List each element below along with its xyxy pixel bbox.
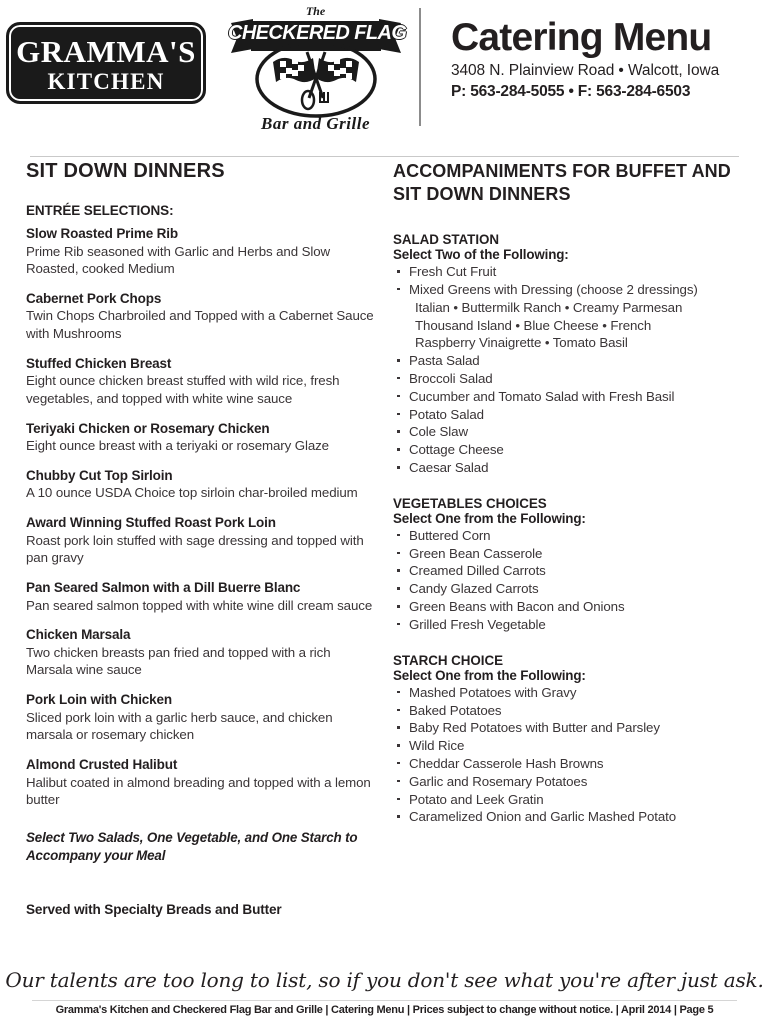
entree-name: Pork Loin with Chicken: [26, 692, 172, 708]
group-item-list: [393, 684, 743, 827]
checkered-flag-the-text: The: [305, 4, 326, 18]
list-item: Garlic and Rosemary Potatoes: [393, 773, 743, 791]
dressing-line: Italian • Buttermilk Ranch • Creamy Parmesan: [415, 299, 683, 315]
grammas-kitchen-logo-line2: KITCHEN: [47, 68, 165, 94]
grammas-kitchen-logo-line1: GRAMMA'S: [16, 33, 196, 69]
list-item: Cucumber and Tomato Salad with Fresh Basil: [393, 388, 743, 406]
breads-note: Served with Specialty Breads and Butter: [26, 902, 282, 918]
entree-item: [26, 756, 376, 809]
group-select-instruction: Select One from the Following:: [393, 510, 586, 526]
list-item: Caramelized Onion and Garlic Mashed Potato: [393, 808, 743, 826]
entree-name: Slow Roasted Prime Rib: [26, 226, 178, 241]
group-item-list: [393, 527, 743, 634]
list-item: Pasta Salad: [393, 352, 743, 370]
entree-item: [26, 626, 376, 679]
dressing-line: Thousand Island • Blue Cheese • French: [415, 317, 652, 333]
checkered-flag-banner-text: CHECKERED FLAG: [228, 22, 407, 44]
accompaniment-group: [393, 653, 743, 827]
entree-description: Twin Chops Charbroiled and Topped with a Cabernet Sauce with Mushrooms: [26, 308, 374, 342]
list-item: Cole Slaw: [393, 423, 743, 441]
entree-list: [26, 225, 376, 809]
entree-item: [26, 420, 376, 455]
entree-description: A 10 ounce USDA Choice top sirloin char-broiled medium: [26, 485, 358, 501]
page-header: [0, 0, 769, 140]
script-tagline: Our talents are too long to list, so if you don't see what you're after just ask.: [5, 968, 764, 992]
entree-description: Eight ounce breast with a teriyaki or rosemary Glaze: [26, 438, 329, 454]
entree-selections-heading: ENTRÉE SELECTIONS:: [26, 203, 174, 218]
entree-description: Eight ounce chicken breast stuffed with wild rice, fresh vegetables, and topped with white wine sauce: [26, 373, 340, 406]
header-horizontal-rule: [30, 156, 739, 157]
list-item: Potato Salad: [393, 406, 743, 424]
accompaniments-title: ACCOMPANIMENTS FOR BUFFET AND SIT DOWN DINNERS: [393, 161, 731, 205]
list-item: Baked Potatoes: [393, 702, 743, 720]
list-item: Buttered Corn: [393, 527, 743, 545]
entree-item: [26, 514, 376, 567]
list-item: Fresh Cut Fruit: [393, 263, 743, 281]
dressing-options: [393, 299, 743, 352]
crossed-flags-utensils-icon: [255, 40, 377, 118]
accompaniment-group: [393, 232, 743, 477]
entree-name: Teriyaki Chicken or Rosemary Chicken: [26, 420, 270, 436]
entree-name: Award Winning Stuffed Roast Pork Loin: [26, 515, 276, 531]
checkered-flag-logo: [228, 2, 407, 134]
header-address: 3408 N. Plainview Road • Walcott, Iowa: [451, 62, 720, 79]
group-select-instruction: Select Two of the Following:: [393, 247, 569, 263]
entree-description: Halibut coated in almond breading and topped with a lemon butter: [26, 774, 371, 808]
entree-item: [26, 579, 376, 614]
entree-name: Chubby Cut Top Sirloin: [26, 467, 173, 483]
checkered-flag-sub-text: Bar and Grille: [260, 114, 371, 133]
header-vertical-divider: [419, 8, 421, 126]
entree-item: [26, 691, 376, 744]
sit-down-dinners-title: SIT DOWN DINNERS: [26, 160, 225, 182]
list-item: Green Beans with Bacon and Onions: [393, 598, 743, 616]
group-select-instruction: Select One from the Following:: [393, 667, 586, 683]
dressing-line: Raspberry Vinaigrette • Tomato Basil: [415, 335, 628, 351]
entree-name: Stuffed Chicken Breast: [26, 355, 172, 371]
list-item: Cheddar Casserole Hash Browns: [393, 755, 743, 773]
entree-name: Almond Crusted Halibut: [26, 757, 178, 772]
entree-name: Pan Seared Salmon with a Dill Buerre Blanc: [26, 580, 301, 595]
entree-description: Prime Rib seasoned with Garlic and Herbs and Slow Roasted, cooked Medium: [26, 243, 331, 277]
right-column: [393, 160, 743, 845]
footer-divider: [32, 1000, 737, 1001]
page-title: Catering Menu: [451, 16, 712, 59]
accompany-note: Select Two Salads, One Vegetable, and One Starch to Accompany your Meal: [26, 829, 358, 863]
list-item: Caesar Salad: [393, 459, 743, 477]
entree-name: Chicken Marsala: [26, 627, 131, 643]
group-heading: SALAD STATION: [393, 232, 499, 248]
entree-name: Cabernet Pork Chops: [26, 290, 162, 306]
entree-item: [26, 225, 376, 278]
group-heading: STARCH CHOICE: [393, 652, 503, 668]
entree-item: [26, 467, 376, 502]
list-item: Mashed Potatoes with Gravy: [393, 684, 743, 702]
list-item: Broccoli Salad: [393, 370, 743, 388]
list-item: Cottage Cheese: [393, 441, 743, 459]
header-phone: P: 563-284-5055 • F: 563-284-6503: [451, 83, 691, 100]
list-item: Baby Red Potatoes with Butter and Parsley: [393, 719, 743, 737]
list-item: Candy Glazed Carrots: [393, 580, 743, 598]
entree-description: Pan seared salmon topped with white wine dill cream sauce: [26, 597, 373, 613]
left-column: [26, 160, 376, 917]
accompaniment-group: [393, 496, 743, 634]
list-item: Green Bean Casserole: [393, 545, 743, 563]
entree-description: Sliced pork loin with a garlic herb sauce, and chicken marsala or rosemary chicken: [26, 709, 333, 743]
entree-description: Roast pork loin stuffed with sage dressing and topped with pan gravy: [26, 532, 364, 566]
entree-description: Two chicken breasts pan fried and topped with a rich Marsala wine sauce: [26, 644, 331, 678]
list-item: Mixed Greens with Dressing (choose 2 dressings): [393, 281, 743, 299]
list-item: Creamed Dilled Carrots: [393, 562, 743, 580]
group-item-list: [393, 263, 743, 477]
footer-fine-print: Gramma's Kitchen and Checkered Flag Bar and Grille | Catering Menu | Prices subject to change without notice. | April 2014 | Page 5: [55, 1004, 714, 1016]
group-heading: VEGETABLES CHOICES: [393, 495, 547, 511]
entree-item: [26, 355, 376, 408]
entree-item: [26, 290, 376, 343]
list-item: Wild Rice: [393, 737, 743, 755]
accompaniment-groups: [393, 232, 743, 826]
header-title-block: [451, 18, 763, 101]
grammas-kitchen-logo: [6, 22, 206, 104]
list-item: Potato and Leek Gratin: [393, 791, 743, 809]
list-item: Grilled Fresh Vegetable: [393, 616, 743, 634]
